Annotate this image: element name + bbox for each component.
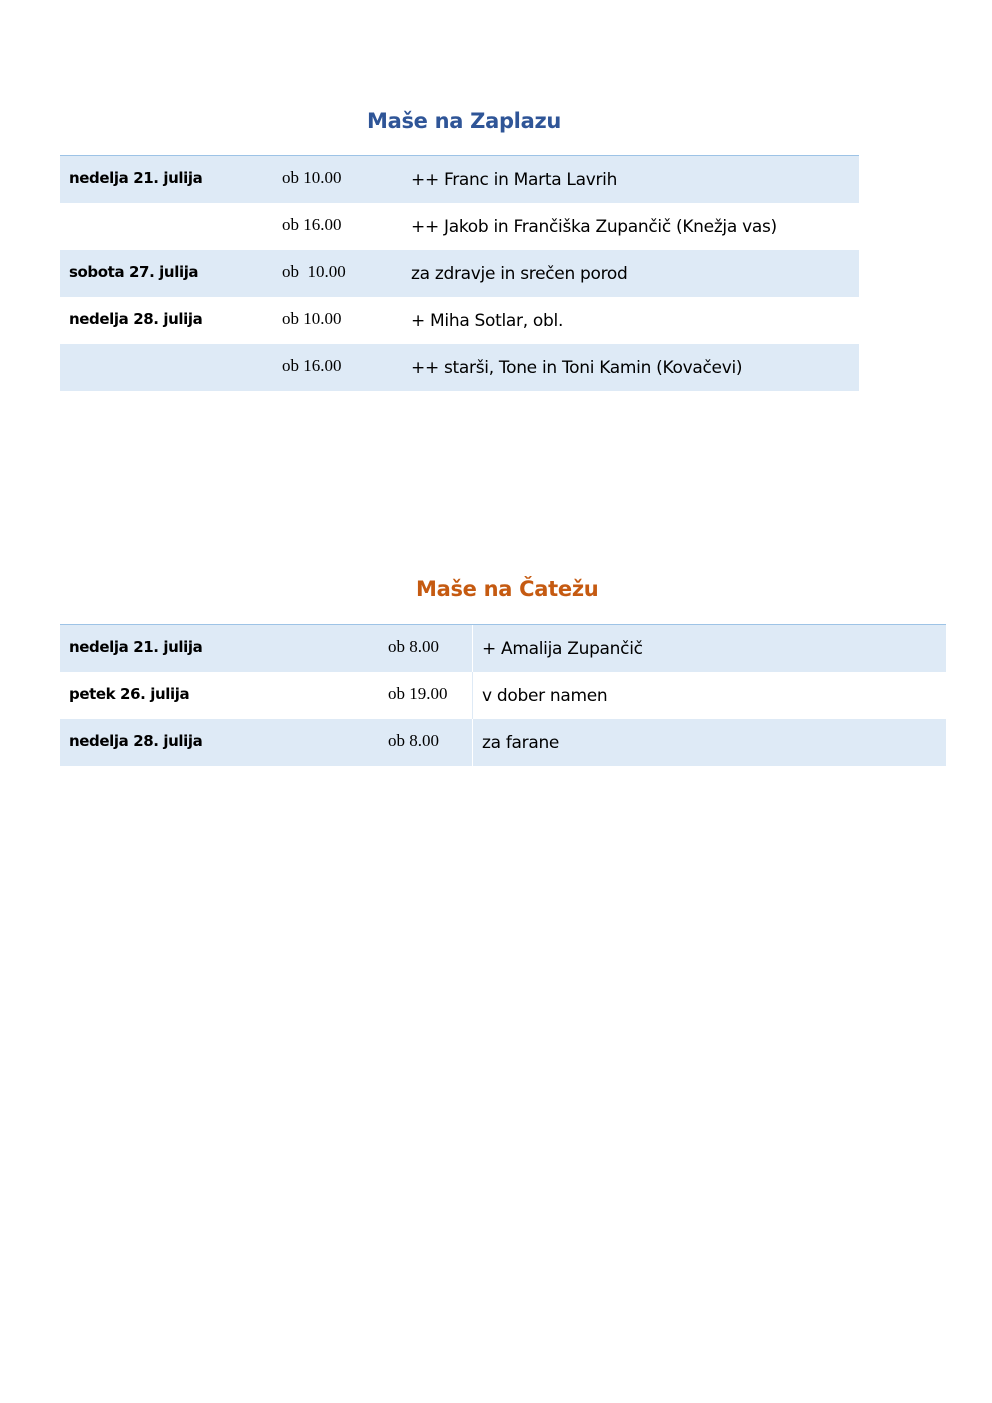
mass-schedule-table-catez [60, 624, 946, 766]
day-cell: nedelja 21. julija [69, 169, 203, 187]
intention-cell: za zdravje in srečen porod [411, 264, 628, 284]
mass-schedule-table-zaplaz [60, 155, 859, 391]
time-cell: ob 10.00 [282, 309, 342, 328]
table-row [60, 672, 946, 719]
table-row [60, 156, 859, 203]
section-title-catez: Maše na Čatežu [416, 577, 599, 601]
column-divider [472, 719, 473, 766]
intention-cell: za farane [482, 733, 560, 753]
intention-cell: ++ Franc in Marta Lavrih [411, 170, 618, 190]
time-cell: ob 10.00 [282, 168, 342, 187]
time-cell: ob 16.00 [282, 215, 342, 234]
intention-cell: ++ Jakob in Frančiška Zupančič (Knežja vas) [411, 217, 777, 237]
section-title-zaplaz: Maše na Zaplazu [367, 109, 562, 133]
table-row [60, 625, 946, 672]
day-cell: nedelja 28. julija [69, 310, 203, 328]
day-cell: nedelja 21. julija [69, 638, 203, 656]
time-cell: ob 8.00 [388, 731, 439, 750]
table-row [60, 203, 859, 250]
table-row [60, 344, 859, 391]
time-cell: ob 8.00 [388, 637, 439, 656]
time-cell: ob 16.00 [282, 356, 342, 375]
column-divider [472, 625, 473, 672]
intention-cell: + Amalija Zupančič [482, 639, 643, 659]
intention-cell: v dober namen [482, 686, 608, 706]
day-cell: sobota 27. julija [69, 263, 199, 281]
time-cell: ob 19.00 [388, 684, 448, 703]
column-divider [472, 672, 473, 719]
day-cell: nedelja 28. julija [69, 732, 203, 750]
intention-cell: ++ starši, Tone in Toni Kamin (Kovačevi) [411, 358, 743, 378]
table-row [60, 250, 859, 297]
table-row [60, 719, 946, 766]
intention-cell: + Miha Sotlar, obl. [411, 311, 564, 331]
table-row [60, 297, 859, 344]
time-cell: ob 10.00 [282, 262, 346, 281]
day-cell: petek 26. julija [69, 685, 190, 703]
